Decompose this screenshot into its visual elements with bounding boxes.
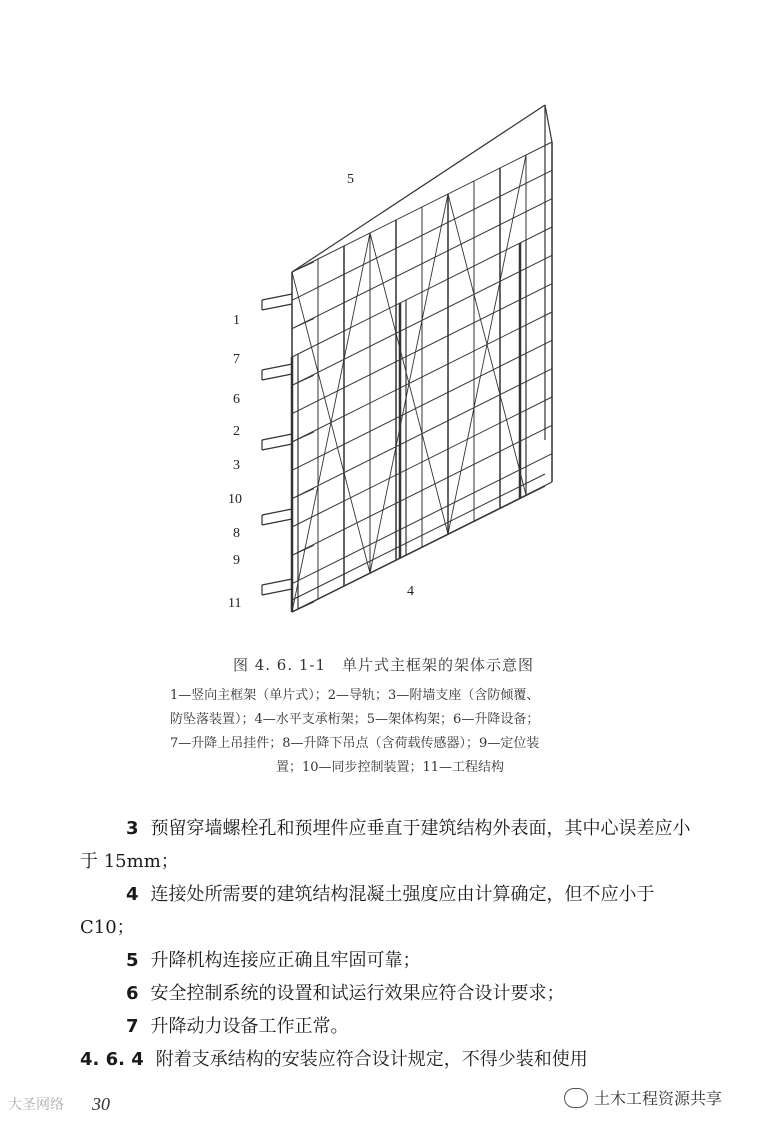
legend-line: 防坠落装置）；4—水平支承桁架；5—架体构架；6—升降设备； <box>170 712 540 727</box>
callout-3: 3 <box>233 458 240 473</box>
callout-8: 8 <box>233 526 240 541</box>
callout-11: 11 <box>228 596 242 611</box>
callout-7: 7 <box>233 352 240 367</box>
callout-2: 2 <box>233 424 240 439</box>
clause-6: 6 安全控制系统的设置和试运行效果应符合设计要求； <box>126 983 565 1004</box>
figure-legend <box>170 684 610 780</box>
watermark-left: 大圣网络 <box>8 1097 64 1113</box>
callout-5: 5 <box>347 172 354 187</box>
clause-4: 4 连接处所需要的建筑结构混凝土强度应由计算确定，但不应小于 C10； <box>80 884 655 938</box>
legend-line: 1—竖向主框架（单片式）；2—导轨；3—附墙支座（含防倾覆、 <box>170 688 540 703</box>
legend-line: 置；10—同步控制装置；11—工程结构 <box>275 760 505 775</box>
clause-7: 7 升降动力设备工作正常。 <box>126 1016 349 1037</box>
clause-5: 5 升降机构连接应正确且牢固可靠； <box>126 950 421 971</box>
callout-4: 4 <box>407 584 414 599</box>
watermark-right: 土木工程资源共享 <box>560 1084 726 1111</box>
figure-caption-title: 图 4. 6. 1-1 单片式主框架的架体示意图 <box>232 656 535 674</box>
callout-9: 9 <box>233 553 240 568</box>
callout-6: 6 <box>233 392 240 407</box>
wechat-icon <box>564 1088 588 1108</box>
section-4-6-4: 4. 6. 4 附着支承结构的安装应符合设计规定，不得少装和使用 <box>80 1049 588 1070</box>
page-number: 30 <box>92 1094 110 1114</box>
callout-10: 10 <box>228 492 242 507</box>
clause-3: 3 预留穿墙螺栓孔和预埋件应垂直于建筑结构外表面，其中心误差应小于 15mm； <box>80 818 691 872</box>
callout-1: 1 <box>233 313 240 328</box>
body-text <box>80 812 700 1076</box>
legend-line: 7—升降上吊挂件；8—升降下吊点（含荷载传感器）；9—定位装 <box>170 736 540 751</box>
